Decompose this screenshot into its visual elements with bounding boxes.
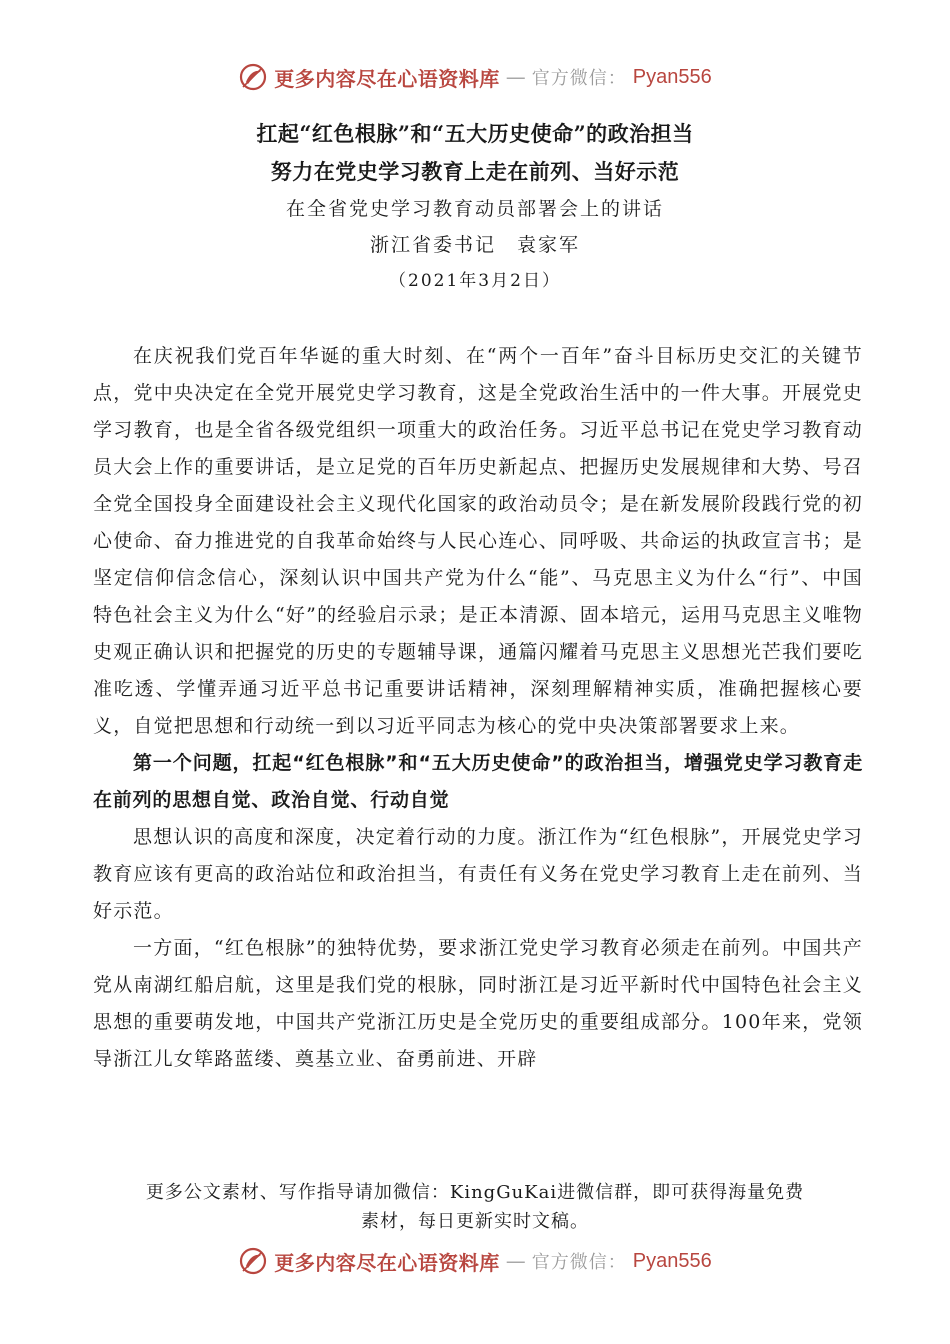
paragraph-intro: 在庆祝我们党百年华诞的重大时刻、在“两个一百年”奋斗目标历史交汇的关键节点，党中央决定在全党开展党史学习教育，这是全党政治生活中的一件大事。开展党史学习教育，也是全省各级党组织一项重大的政治任务。习近平总书记在党史学习教育动员大会上作的重要讲话，是立足党的百年历史新起点、把握历史发展规律和大势、号召全党全国投身全面建设社会主义现代化国家的政治动员令；是在新发展阶段践行党的初心使命、奋力推进党的自我革命始终与人民心连心、同呼吸、共命运的执政宣言书；是坚定信仰信念信心，深刻认识中国共产党为什么“能”、马克思主义为什么“行”、中国特色社会主义为什么“好”的经验启示录；是正本清源、固本培元，运用马克思主义唯物史观正确认识和把握党的历史的专题辅导课，通篇闪耀着马克思主义思想光芒我们要吃准吃透、学懂弄通习近平总书记重要讲话精神，深刻理解精神实质，准确把握核心要义，自觉把思想和行动统一到以习近平同志为核心的党中央决策部署要求上来。: [93, 345, 863, 737]
footer-line-1: 更多公文素材、写作指导请加微信：KingGuKai进微信群，即可获得海量免费: [145, 1182, 805, 1203]
footer-line-2: 素材，每日更新实时文稿。: [361, 1211, 589, 1232]
paragraph-red-root: 一方面，“红色根脉”的独特优势，要求浙江党史学习教育必须走在前列。中国共产党从南湖红船启航，这里是我们党的根脉，同时浙江是习近平新时代中国特色社会主义思想的重要萌发地，中国共产党浙江历史是全党历史的重要组成部分。100年来，党领导浙江儿女筚路蓝缕、奠基立业、奋勇前进、开辟: [93, 937, 863, 1070]
document-body: [93, 338, 863, 1078]
xinyu-logo-icon: [238, 1246, 268, 1276]
footer-note: [0, 1178, 950, 1236]
section-heading-1: 第一个问题，扛起“红色根脉”和“五大历史使命”的政治担当，增强党史学习教育走在前列的思想自觉、政治自觉、行动自觉: [93, 752, 863, 811]
title-line-2: 努力在党史学习教育上走在前列、当好示范: [270, 159, 680, 184]
watermark-site-text: 更多内容尽在心语资料库: [274, 66, 500, 91]
document-header: [0, 115, 950, 299]
watermark-dash: —: [505, 65, 526, 89]
speaker-line: 浙江省委书记 袁家军: [369, 234, 580, 256]
watermark-contact-label: 官方微信：: [531, 1252, 627, 1273]
title-line-1: 扛起“红色根脉”和“五大历史使命”的政治担当: [256, 121, 694, 146]
watermark-contact-label: 官方微信：: [531, 68, 627, 89]
bottom-watermark: [0, 1246, 950, 1276]
watermark-contact-id: Pyan556: [632, 65, 712, 88]
speech-subtitle: 在全省党史学习教育动员部署会上的讲话: [285, 198, 664, 220]
top-watermark: [0, 62, 950, 92]
watermark-site-text: 更多内容尽在心语资料库: [274, 1250, 500, 1275]
watermark-dash: —: [505, 1249, 526, 1273]
xinyu-logo-icon: [238, 62, 268, 92]
paragraph-thinking: 思想认识的高度和深度，决定着行动的力度。浙江作为“红色根脉”，开展党史学习教育应该有更高的政治站位和政治担当，有责任有义务在党史学习教育上走在前列、当好示范。: [93, 826, 863, 922]
speech-date: （2021年3月2日）: [389, 271, 561, 291]
watermark-contact-id: Pyan556: [632, 1249, 712, 1272]
